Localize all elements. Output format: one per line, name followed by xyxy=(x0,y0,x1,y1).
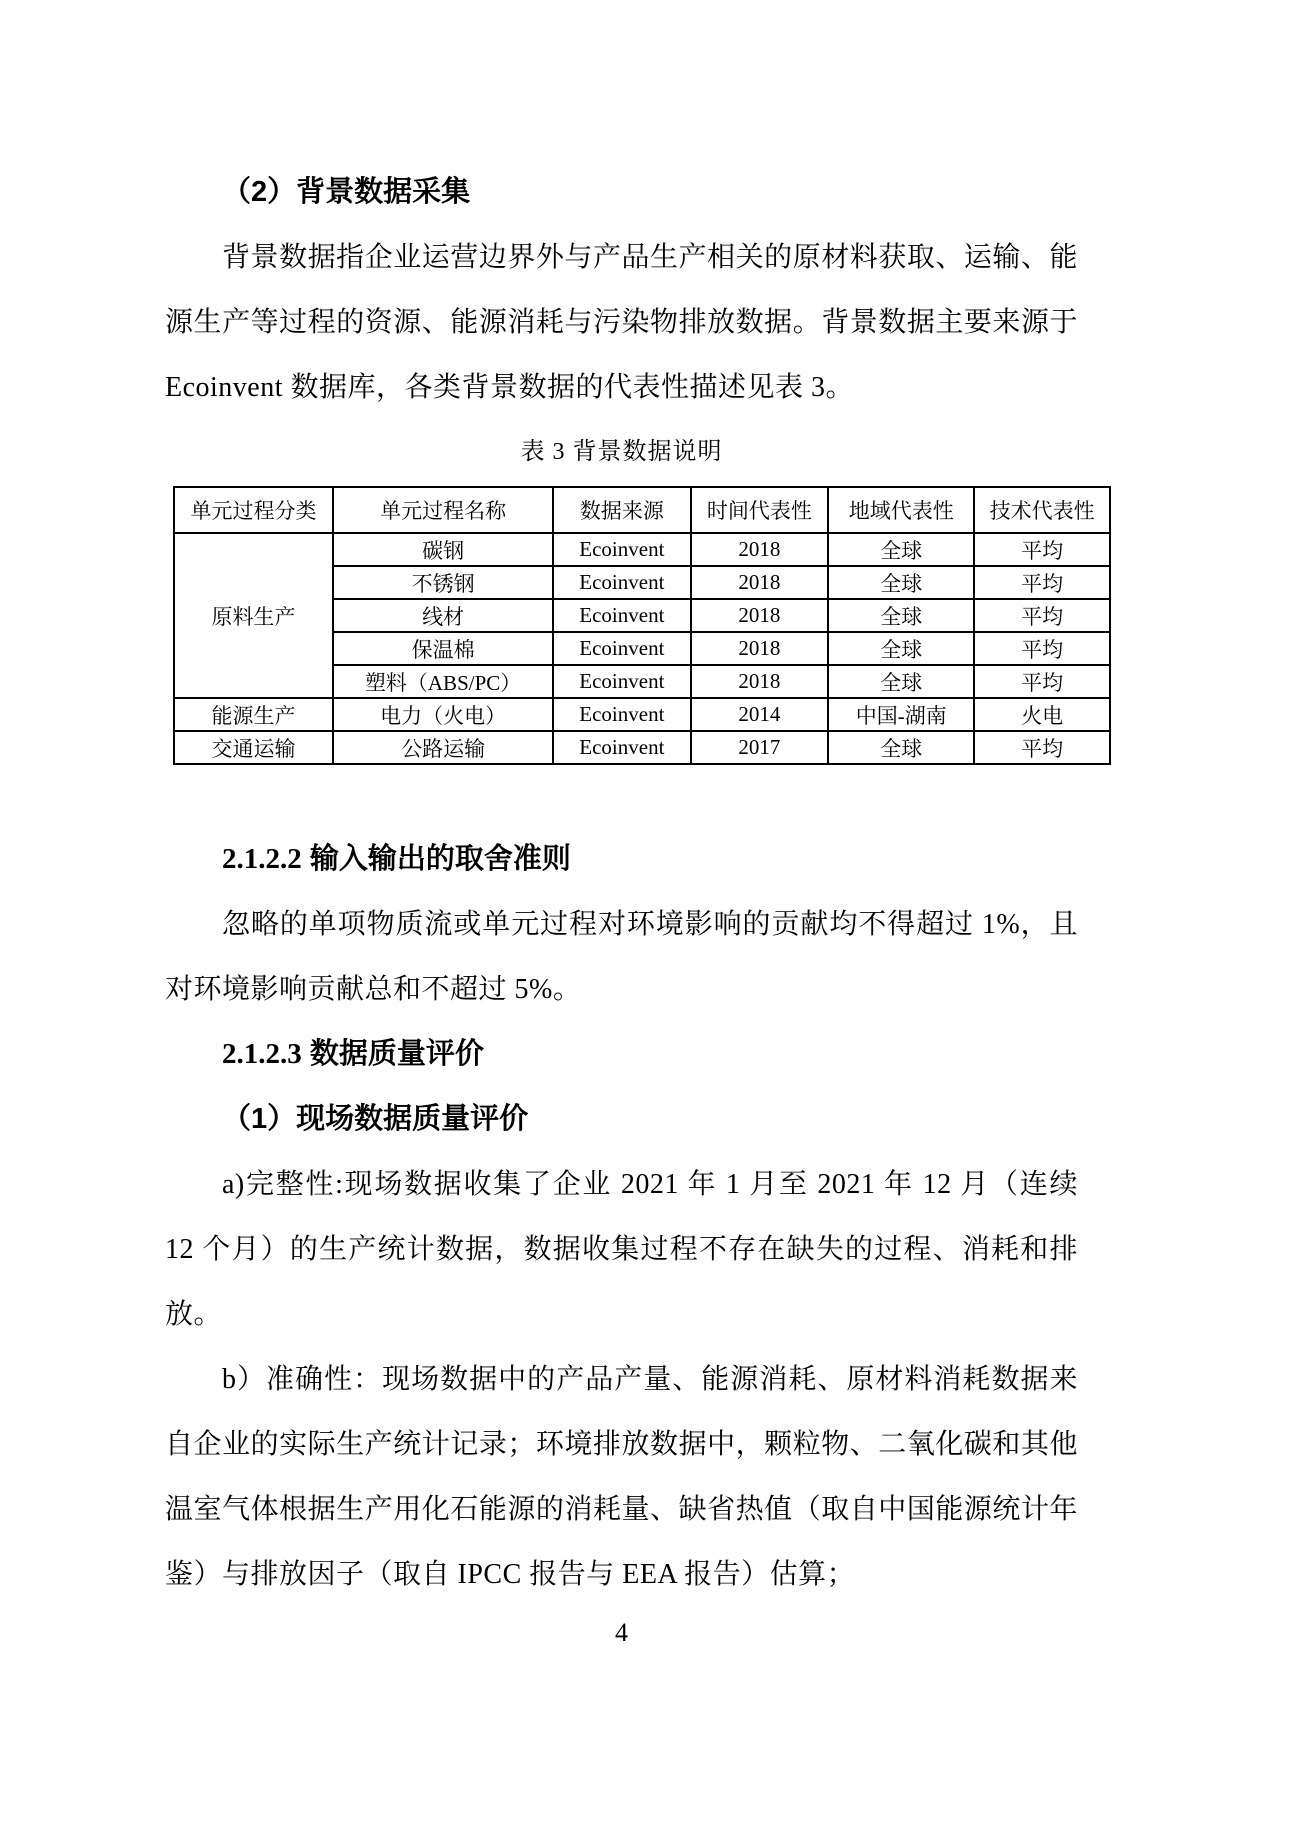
section-title: 数据质量评价 xyxy=(309,1038,484,1070)
category-cell: 交通运输 xyxy=(174,731,333,764)
accuracy-paragraph: b）准确性：现场数据中的产品产量、能源消耗、原材料消耗数据来自企业的实际生产统计记录；环境排放数据中，颗粒物、二氧化碳和其他温室气体根据生产用化石能源的消耗量、缺省热值（取自中国能源统计年鉴）与排放因子（取自 IPCC 报告与 EEA 报告）估算； xyxy=(165,1364,1078,1590)
table-row xyxy=(174,731,1110,764)
header-tech-representativeness: 技术代表性 xyxy=(974,487,1110,533)
cutoff-criteria-paragraph: 忽略的单项物质流或单元过程对环境影响的贡献均不得超过 1%，且对环境影响贡献总和不超过 5%。 xyxy=(165,909,1078,1005)
table-cell: Ecoinvent xyxy=(553,599,691,632)
table-cell: 保温棉 xyxy=(333,632,553,665)
table-cell: 2018 xyxy=(691,665,829,698)
header-unit-process-name: 单元过程名称 xyxy=(333,487,553,533)
table-cell: 全球 xyxy=(828,599,974,632)
table-cell: 2018 xyxy=(691,566,829,599)
header-unit-process-category: 单元过程分类 xyxy=(174,487,333,533)
onsite-data-quality-heading: （1）现场数据质量评价 xyxy=(222,1103,529,1135)
table-cell: Ecoinvent xyxy=(553,566,691,599)
table-cell: 全球 xyxy=(828,533,974,566)
table-header-row xyxy=(174,487,1110,533)
table-cell: 平均 xyxy=(974,599,1110,632)
table-cell: 全球 xyxy=(828,665,974,698)
table-cell: 全球 xyxy=(828,632,974,665)
background-data-heading: （2）背景数据采集 xyxy=(222,176,471,208)
table-cell: 平均 xyxy=(974,665,1110,698)
page-number: 4 xyxy=(615,1618,628,1647)
header-data-source: 数据来源 xyxy=(553,487,691,533)
section-number: 2.1.2.2 xyxy=(222,843,302,875)
table-cell: 2018 xyxy=(691,533,829,566)
section-2-1-2-2-heading xyxy=(165,827,1078,892)
table-cell: 平均 xyxy=(974,632,1110,665)
section-2-1-2-3-heading xyxy=(165,1022,1078,1087)
section-title: 输入输出的取舍准则 xyxy=(309,843,571,875)
background-data-table xyxy=(173,486,1111,765)
table-cell: Ecoinvent xyxy=(553,698,691,731)
table-cell: 不锈钢 xyxy=(333,566,553,599)
header-time-representativeness: 时间代表性 xyxy=(691,487,829,533)
category-cell: 原料生产 xyxy=(174,533,333,698)
table-cell: 公路运输 xyxy=(333,731,553,764)
table-cell: Ecoinvent xyxy=(553,665,691,698)
table-cell: 电力（火电） xyxy=(333,698,553,731)
table-cell: 全球 xyxy=(828,731,974,764)
table-caption: 表 3 背景数据说明 xyxy=(520,439,723,465)
background-data-paragraph: 背景数据指企业运营边界外与产品生产相关的原材料获取、运输、能源生产等过程的资源、能源消耗与污染物排放数据。背景数据主要来源于 Ecoinvent 数据库，各类背景数据的代表性描述见表 3。 xyxy=(165,242,1078,403)
table-cell: 2018 xyxy=(691,599,829,632)
table-cell: Ecoinvent xyxy=(553,731,691,764)
category-cell: 能源生产 xyxy=(174,698,333,731)
table-cell: 火电 xyxy=(974,698,1110,731)
table-cell: Ecoinvent xyxy=(553,533,691,566)
table-cell: Ecoinvent xyxy=(553,632,691,665)
table-cell: 2018 xyxy=(691,632,829,665)
table-cell: 平均 xyxy=(974,731,1110,764)
section-number: 2.1.2.3 xyxy=(222,1038,302,1070)
table-cell: 线材 xyxy=(333,599,553,632)
table-cell: 塑料（ABS/PC） xyxy=(333,665,553,698)
table-row xyxy=(174,533,1110,566)
table-cell: 中国-湖南 xyxy=(828,698,974,731)
table-cell: 平均 xyxy=(974,533,1110,566)
header-geo-representativeness: 地域代表性 xyxy=(828,487,974,533)
table-cell: 碳钢 xyxy=(333,533,553,566)
table-cell: 平均 xyxy=(974,566,1110,599)
table-cell: 全球 xyxy=(828,566,974,599)
table-cell: 2014 xyxy=(691,698,829,731)
table-cell: 2017 xyxy=(691,731,829,764)
table-row xyxy=(174,698,1110,731)
completeness-paragraph: a)完整性:现场数据收集了企业 2021 年 1 月至 2021 年 12 月（连续 12 个月）的生产统计数据，数据收集过程不存在缺失的过程、消耗和排放。 xyxy=(165,1169,1078,1330)
